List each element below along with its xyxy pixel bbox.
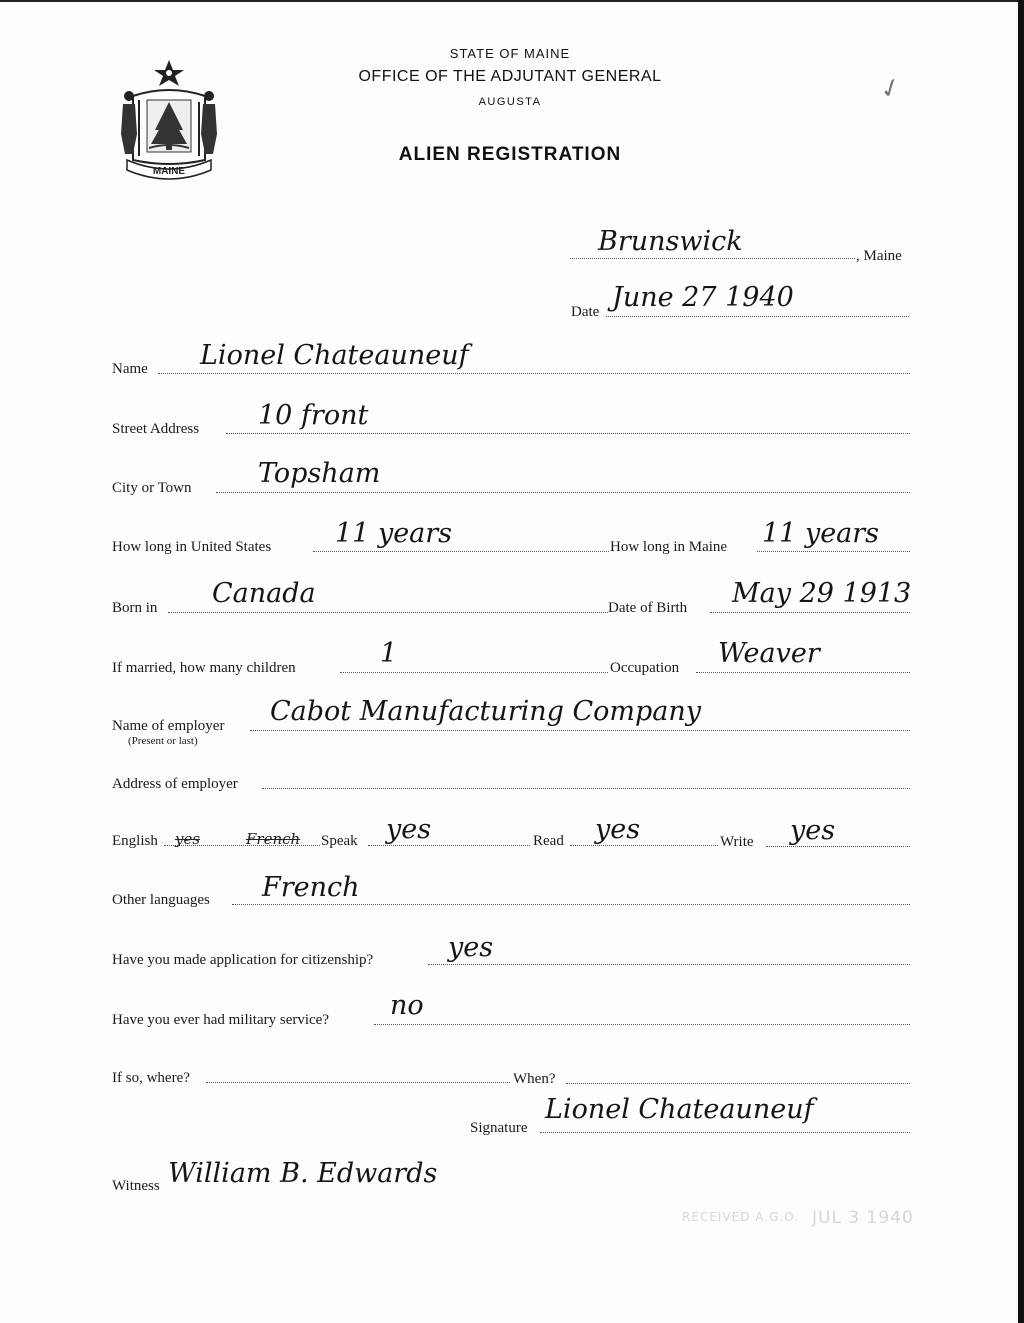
signature-line [540,1132,910,1133]
street-address-label: Street Address [112,421,200,437]
employer-address-label: Address of employer [112,776,238,792]
write-value: yes [790,815,836,846]
born-in-value: Canada [212,578,316,609]
occupation-line [696,672,910,673]
children-label: If married, how many children [112,660,296,676]
children-value: 1 [380,638,398,669]
seal-banner-text: MAINE [152,166,186,177]
witness-value: William B. Edwards [168,1158,438,1189]
date-value: June 27 1940 [612,282,794,313]
date-of-birth-label: Date of Birth [608,600,688,616]
signature-label: Signature [470,1120,528,1136]
occupation-value: Weaver [718,638,820,669]
city-line [216,492,910,493]
born-in-label: Born in [112,600,158,616]
military-line [374,1024,910,1025]
header-state: STATE OF MAINE [449,46,571,61]
town-line [570,258,855,259]
name-label: Name [112,361,148,377]
received-stamp [682,1208,932,1234]
header-city: AUGUSTA [478,96,542,108]
read-label: Read [533,833,564,849]
stamp-date: JUL 3 1940 [812,1208,914,1228]
when-line [566,1083,910,1084]
header-office: OFFICE OF THE ADJUTANT GENERAL [358,68,662,85]
how-long-maine-value: 11 years [762,518,880,549]
name-line [158,373,910,374]
witness-label: Witness [112,1178,160,1194]
how-long-us-label: How long in United States [112,539,272,555]
employer-label: Name of employer [112,718,225,734]
when-label: When? [513,1071,556,1087]
citizenship-line [428,964,910,965]
form-title: ALIEN REGISTRATION [398,144,622,165]
write-label: Write [720,834,754,850]
street-address-line [226,433,910,434]
military-value: no [390,990,424,1021]
where-label: If so, where? [112,1070,190,1086]
name-value: Lionel Chateauneuf [200,340,469,371]
read-value: yes [595,814,641,845]
english-label: English [112,833,158,849]
employer-line [250,730,910,731]
how-long-maine-label: How long in Maine [610,539,728,555]
children-line [340,672,608,673]
other-languages-label: Other languages [112,892,210,908]
date-of-birth-value: May 29 1913 [732,578,912,609]
employer-value: Cabot Manufacturing Company [270,696,702,727]
how-long-maine-line [757,551,910,552]
stamp-office: RECEIVED A.G.O. [682,1210,799,1224]
page-right-edge [1018,0,1024,1323]
english-struck-value-1: yes [175,830,201,848]
speak-label: Speak [321,833,358,849]
check-mark-icon: ✓ [875,71,907,107]
employer-sublabel: (Present or last) [128,735,198,747]
date-line [606,316,909,317]
write-line [766,846,910,847]
street-address-value: 10 front [258,400,369,431]
read-line [570,845,718,846]
english-struck-value-2: French [246,830,301,848]
where-line [206,1082,510,1083]
military-label: Have you ever had military service? [112,1012,329,1028]
town-value: Brunswick [598,226,743,257]
born-in-line [168,612,608,613]
other-languages-line [232,904,910,905]
city-value: Topsham [258,458,381,489]
date-label: Date [571,304,600,320]
citizenship-value: yes [448,932,494,963]
employer-address-line [262,788,910,789]
how-long-us-value: 11 years [335,518,453,549]
other-languages-value: French [262,872,360,903]
signature-value: Lionel Chateauneuf [545,1094,814,1125]
maine-state-seal [113,56,225,184]
how-long-us-line [313,551,609,552]
state-suffix: , Maine [856,248,902,264]
occupation-label: Occupation [610,660,680,676]
page-top-edge [0,0,1024,2]
city-label: City or Town [112,480,192,496]
date-of-birth-line [710,612,910,613]
speak-line [368,845,530,846]
speak-value: yes [386,814,432,845]
citizenship-label: Have you made application for citizenship? [112,952,374,968]
